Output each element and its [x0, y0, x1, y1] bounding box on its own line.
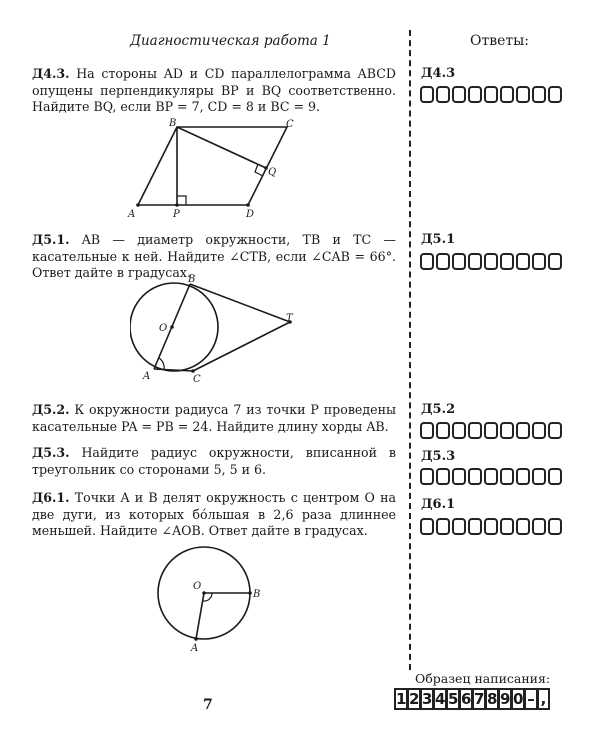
problem-number: Д5.2.	[32, 402, 70, 417]
answer-cell[interactable]	[420, 253, 434, 270]
radius-oa	[196, 593, 204, 639]
sample-glyph: ,	[537, 688, 550, 710]
sample-glyph: –	[524, 688, 537, 710]
problem-number: Д5.1.	[32, 232, 70, 247]
answer-cell[interactable]	[516, 86, 530, 103]
answer-cell[interactable]	[516, 518, 530, 535]
problem-number: Д4.3.	[32, 66, 70, 81]
right-angle-mark-p	[177, 196, 186, 205]
answer-label-d5-2: Д5.2	[421, 402, 456, 417]
answer-cell[interactable]	[468, 422, 482, 439]
answer-cell[interactable]	[468, 518, 482, 535]
answers-title: Ответы:	[470, 33, 529, 49]
dashed-divider	[409, 30, 411, 670]
sample-glyph: 2	[409, 690, 420, 708]
answer-cell[interactable]	[420, 468, 434, 485]
perpendicular-bq	[177, 127, 266, 168]
answer-cell[interactable]	[420, 86, 434, 103]
sample-glyph: 6	[461, 690, 472, 708]
parallelogram-abcd	[138, 127, 287, 205]
problem-d4-3	[32, 66, 396, 116]
sample-label: Образец написания:	[415, 671, 551, 686]
answer-cell[interactable]	[548, 86, 562, 103]
answer-cell[interactable]	[484, 468, 498, 485]
problem-d6-1	[32, 490, 396, 540]
answer-cell[interactable]	[452, 86, 466, 103]
problem-text: AB — диаметр окружности, TB и TC — касательные к ней. Найдите ∠CTB, если ∠CAB = 66°. Ответ дайте в градусах.	[32, 232, 396, 280]
point-a-label: A	[191, 643, 199, 654]
circle	[130, 283, 218, 371]
answer-cell[interactable]	[532, 253, 546, 270]
answer-cell[interactable]	[484, 422, 498, 439]
problem-number: Д6.1.	[32, 490, 70, 505]
answer-cell[interactable]	[468, 86, 482, 103]
point-b-label: B	[169, 118, 177, 129]
point-p-label: P	[173, 209, 180, 220]
problem-text: К окружности радиуса 7 из точки P проведены касательные PA = PB = 24. Найдите длину хорды AB.	[32, 402, 396, 434]
point-o-label: O	[159, 323, 168, 334]
answer-cell[interactable]	[532, 86, 546, 103]
answer-cell[interactable]	[500, 518, 514, 535]
answer-cell[interactable]	[420, 422, 434, 439]
answer-cell[interactable]	[436, 253, 450, 270]
problem-text: На стороны AD и CD параллелограмма ABCD опущены перпендикуляры BP и BQ соответственно. Найдите BQ, если BP = 7, CD = 8 и BC = 9.	[32, 66, 396, 114]
answer-cells-d5-1[interactable]	[420, 253, 564, 270]
problem-text: Найдите радиус окружности, вписанной в треугольник со сторонами 5, 5 и 6.	[32, 445, 396, 477]
page-number: 7	[203, 697, 213, 713]
answer-cell[interactable]	[516, 253, 530, 270]
answer-cell[interactable]	[500, 253, 514, 270]
arc-circle-figure	[150, 545, 270, 655]
answer-cell[interactable]	[452, 422, 466, 439]
answer-cells-d6-1[interactable]	[420, 518, 564, 535]
answer-cells-d4-3[interactable]	[420, 86, 564, 103]
answer-cells-d5-3[interactable]	[420, 468, 564, 485]
sample-glyph: 8	[487, 690, 498, 708]
point-a-label: A	[143, 371, 151, 382]
point-d-label: D	[246, 209, 255, 220]
problem-number: Д5.3.	[32, 445, 70, 460]
answer-cell[interactable]	[548, 468, 562, 485]
answer-cell[interactable]	[452, 518, 466, 535]
sample-glyph: 4	[435, 690, 446, 708]
answer-label-d4-3: Д4.3	[421, 66, 456, 81]
sample-glyph: 5	[448, 690, 459, 708]
sample-glyph: 3	[422, 690, 433, 708]
tangent-tb	[190, 284, 290, 322]
answer-cell[interactable]	[484, 253, 498, 270]
sample-glyph: 7	[474, 690, 485, 708]
answer-cell[interactable]	[532, 468, 546, 485]
page-header-title: Диагностическая работа 1	[130, 33, 331, 49]
answer-cell[interactable]	[468, 253, 482, 270]
point-t-label: T	[286, 313, 293, 324]
answer-cells-d5-2[interactable]	[420, 422, 564, 439]
point-q-label: Q	[268, 167, 277, 178]
answer-cell[interactable]	[500, 468, 514, 485]
sample-glyph: 1	[396, 690, 407, 708]
tangent-circle-figure	[130, 272, 310, 387]
point-b-label: B	[253, 589, 261, 600]
answer-label-d6-1: Д6.1	[421, 497, 456, 512]
problem-d5-2	[32, 402, 396, 435]
answer-cell[interactable]	[484, 86, 498, 103]
answer-cell[interactable]	[516, 422, 530, 439]
answer-cell[interactable]	[420, 518, 434, 535]
answer-cell[interactable]	[484, 518, 498, 535]
answer-cell[interactable]	[452, 253, 466, 270]
answer-cell[interactable]	[436, 86, 450, 103]
answer-cell[interactable]	[452, 468, 466, 485]
answer-label-d5-3: Д5.3	[421, 449, 456, 464]
answer-cell[interactable]	[548, 518, 562, 535]
point-c-label: C	[286, 119, 294, 130]
answer-cell[interactable]	[436, 422, 450, 439]
sample-glyph: 9	[500, 690, 511, 708]
answer-cell[interactable]	[500, 86, 514, 103]
answer-cell[interactable]	[532, 518, 546, 535]
answer-cell[interactable]	[516, 468, 530, 485]
sample-glyph: 0	[513, 690, 524, 708]
parallelogram-figure	[120, 116, 310, 222]
point-c-label: C	[193, 374, 201, 385]
answer-cell[interactable]	[468, 468, 482, 485]
answer-cell[interactable]	[548, 422, 562, 439]
problem-d5-3	[32, 445, 396, 478]
sample-glyph-row	[394, 688, 550, 710]
answer-cell[interactable]	[548, 253, 562, 270]
tangent-tc	[193, 322, 290, 371]
answer-cell[interactable]	[436, 468, 450, 485]
point-a-label: A	[128, 209, 136, 220]
answer-cell[interactable]	[500, 422, 514, 439]
point-o-label: O	[193, 581, 202, 592]
answer-cell[interactable]	[436, 518, 450, 535]
point-b-label: B	[188, 274, 196, 285]
answer-cell[interactable]	[532, 422, 546, 439]
problem-text: Точки A и B делят окружность с центром O на две дуги, из которых бо́льшая в 2,6 раза длиннее меньшей. Найдите ∠AOB. Ответ дайте в градусах.	[32, 490, 396, 538]
answer-label-d5-1: Д5.1	[421, 232, 456, 247]
